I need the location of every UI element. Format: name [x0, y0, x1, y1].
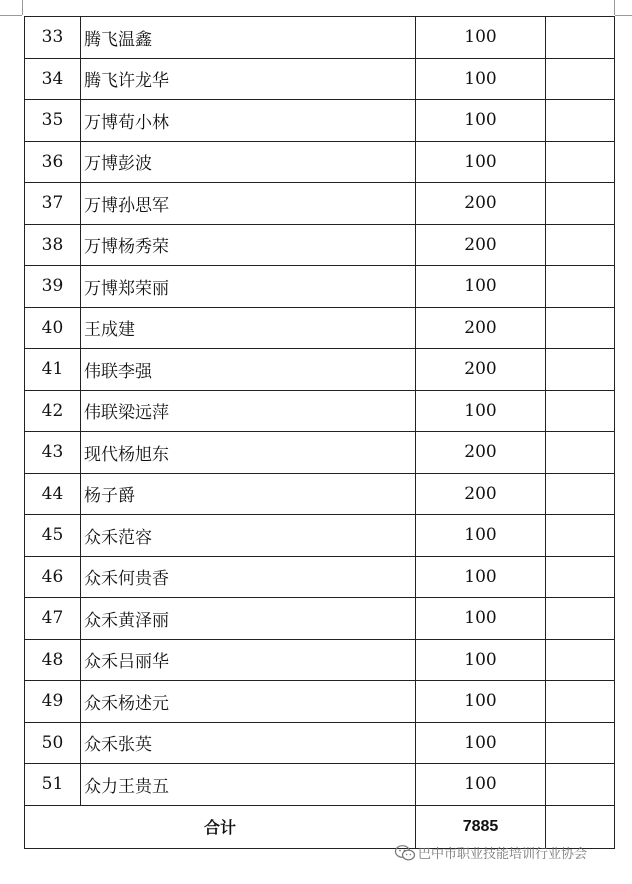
watermark-text: 巴中市职业技能培训行业协会 [418, 847, 588, 862]
row-name: 众禾范容 [81, 515, 416, 557]
table-row [25, 515, 615, 557]
row-amount: 100 [416, 515, 546, 557]
row-number: 42 [25, 390, 81, 432]
row-note [546, 473, 615, 515]
row-name: 万博郑荣丽 [81, 266, 416, 308]
row-note [546, 266, 615, 308]
row-amount: 100 [416, 556, 546, 598]
row-number: 39 [25, 266, 81, 308]
crop-mark-right-vertical [614, 0, 615, 15]
table-row [25, 17, 615, 59]
row-note [546, 556, 615, 598]
row-number: 48 [25, 639, 81, 681]
row-note [546, 681, 615, 723]
row-note [546, 100, 615, 142]
row-note [546, 639, 615, 681]
row-name: 伟联李强 [81, 349, 416, 391]
row-name: 杨子爵 [81, 473, 416, 515]
crop-mark-left-vertical [22, 0, 23, 15]
row-amount: 200 [416, 183, 546, 225]
row-amount: 100 [416, 266, 546, 308]
row-name: 万博彭波 [81, 141, 416, 183]
table-row [25, 432, 615, 474]
row-number: 37 [25, 183, 81, 225]
row-number: 46 [25, 556, 81, 598]
row-note [546, 17, 615, 59]
row-amount: 100 [416, 639, 546, 681]
table-row [25, 473, 615, 515]
total-label: 合计 [25, 805, 416, 848]
row-amount: 200 [416, 224, 546, 266]
total-row [25, 805, 615, 848]
row-name: 众禾何贵香 [81, 556, 416, 598]
table-row [25, 598, 615, 640]
row-name: 万博杨秀荣 [81, 224, 416, 266]
row-note [546, 390, 615, 432]
row-name: 腾飞温鑫 [81, 17, 416, 59]
watermark [394, 843, 587, 862]
row-amount: 100 [416, 722, 546, 764]
row-amount: 100 [416, 764, 546, 806]
row-number: 36 [25, 141, 81, 183]
row-note [546, 432, 615, 474]
row-note [546, 349, 615, 391]
row-name: 众禾吕丽华 [81, 639, 416, 681]
row-number: 38 [25, 224, 81, 266]
row-number: 49 [25, 681, 81, 723]
row-number: 41 [25, 349, 81, 391]
row-note [546, 141, 615, 183]
row-note [546, 515, 615, 557]
row-amount: 100 [416, 100, 546, 142]
crop-mark-left-horizontal [0, 15, 22, 16]
row-name: 伟联梁远萍 [81, 390, 416, 432]
donation-table [24, 16, 615, 849]
row-name: 众禾张英 [81, 722, 416, 764]
row-number: 45 [25, 515, 81, 557]
table-row [25, 58, 615, 100]
table-row [25, 100, 615, 142]
row-name: 王成建 [81, 307, 416, 349]
row-note [546, 598, 615, 640]
row-name: 众禾杨述元 [81, 681, 416, 723]
row-amount: 100 [416, 681, 546, 723]
row-note [546, 764, 615, 806]
row-name: 万博荀小林 [81, 100, 416, 142]
table-row [25, 183, 615, 225]
total-amount: 7885 [416, 805, 546, 848]
crop-mark-right-horizontal [615, 15, 632, 16]
table-row [25, 141, 615, 183]
row-amount: 200 [416, 432, 546, 474]
table-row [25, 224, 615, 266]
row-note [546, 183, 615, 225]
row-note [546, 307, 615, 349]
row-number: 43 [25, 432, 81, 474]
table-row [25, 556, 615, 598]
table-row [25, 266, 615, 308]
row-name: 众禾黄泽丽 [81, 598, 416, 640]
row-amount: 100 [416, 58, 546, 100]
table-row [25, 307, 615, 349]
row-note [546, 224, 615, 266]
table-row [25, 681, 615, 723]
row-number: 40 [25, 307, 81, 349]
row-note [546, 722, 615, 764]
table-row [25, 639, 615, 681]
row-amount: 100 [416, 17, 546, 59]
table-row [25, 722, 615, 764]
wechat-icon [394, 844, 416, 862]
row-name: 现代杨旭东 [81, 432, 416, 474]
row-name: 腾飞许龙华 [81, 58, 416, 100]
row-amount: 100 [416, 141, 546, 183]
total-note-cell [546, 805, 615, 848]
row-amount: 200 [416, 473, 546, 515]
row-number: 34 [25, 58, 81, 100]
row-number: 50 [25, 722, 81, 764]
row-name: 众力王贵五 [81, 764, 416, 806]
table-row [25, 390, 615, 432]
row-number: 33 [25, 17, 81, 59]
row-number: 51 [25, 764, 81, 806]
row-amount: 100 [416, 598, 546, 640]
table-row [25, 349, 615, 391]
row-number: 35 [25, 100, 81, 142]
row-number: 47 [25, 598, 81, 640]
row-number: 44 [25, 473, 81, 515]
table-row [25, 764, 615, 806]
row-amount: 100 [416, 390, 546, 432]
row-note [546, 58, 615, 100]
row-amount: 200 [416, 307, 546, 349]
row-amount: 200 [416, 349, 546, 391]
row-name: 万博孙思军 [81, 183, 416, 225]
